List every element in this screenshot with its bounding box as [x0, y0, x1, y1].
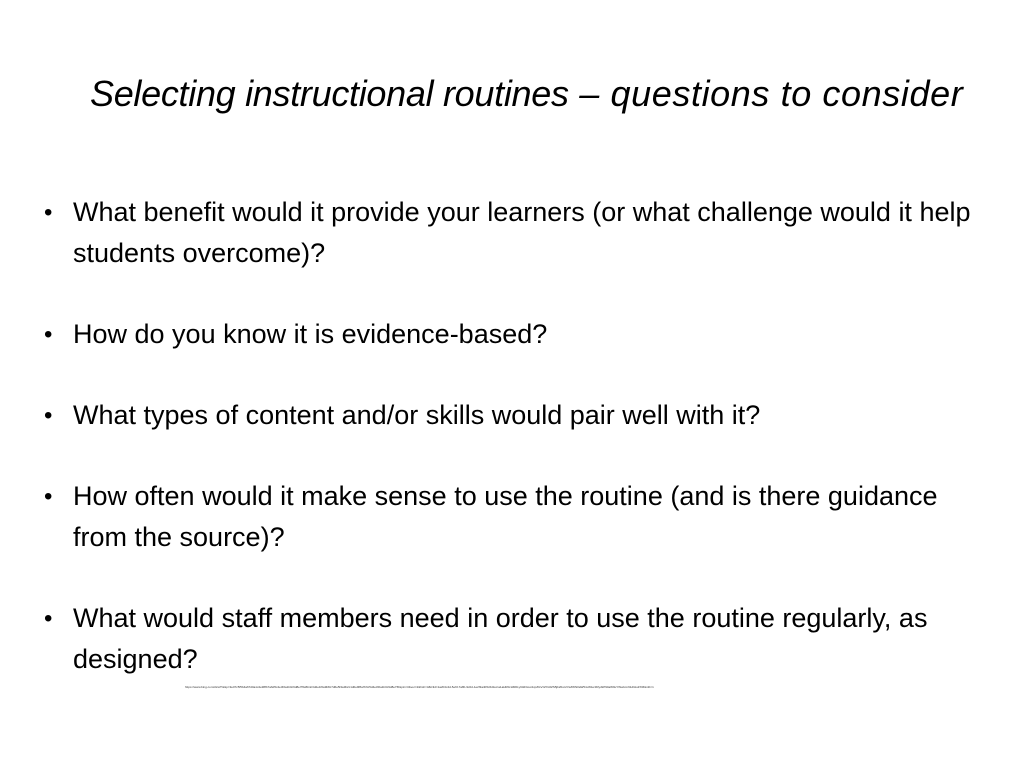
bullet-icon: •	[44, 321, 53, 348]
bullet-text: What benefit would it provide your learners (or what challenge would it help students overcome)?	[73, 197, 971, 268]
bullet-list	[44, 192, 974, 680]
bullet-text: How often would it make sense to use the routine (and is there guidance from the source)?	[73, 481, 938, 552]
list-item	[44, 192, 974, 274]
bullet-icon: •	[44, 402, 53, 429]
bullet-text: What would staff members need in order to use the routine regularly, as designed?	[73, 603, 928, 674]
list-item	[44, 314, 974, 355]
bullet-icon: •	[44, 483, 53, 510]
source-url[interactable]: https://www.bing.com/ck/a?!&&p=3e07c5f5b4a67d0a1c2e9f8b7a6d5c4e3f2a1b0c9d8e7f6a5b4c3d2e1f0a9b8c7d6e5f4a3b2c1d0e9f8a7b6c5d4e3f2a1b0c9d8e7f6&ptn=3&ver=2&hsh=3&fclid=1a2b3c4d-5e6f-7a8b-9c0d-1e2f3a4b5c6d&u=a1aHR0cHM6Ly93d3cuc2xpZGVzZXJ2ZS5jb20vc2VsZWN0aW5nLWluc3RydWN0aW9uYWwtcm91dGluZXM&ntb=1	[185, 685, 654, 689]
list-item	[44, 476, 974, 558]
list-item	[44, 598, 974, 680]
bullet-icon: •	[44, 199, 53, 226]
bullet-text: How do you know it is evidence-based?	[73, 319, 548, 349]
slide-title	[90, 72, 970, 116]
list-item	[44, 395, 974, 436]
bullet-icon: •	[44, 605, 53, 632]
slide-title-lead: Selecting instructional routines	[90, 73, 569, 114]
bullet-text: What types of content and/or skills would pair well with it?	[73, 400, 761, 430]
slide-title-rest: – questions to consider	[568, 73, 964, 114]
